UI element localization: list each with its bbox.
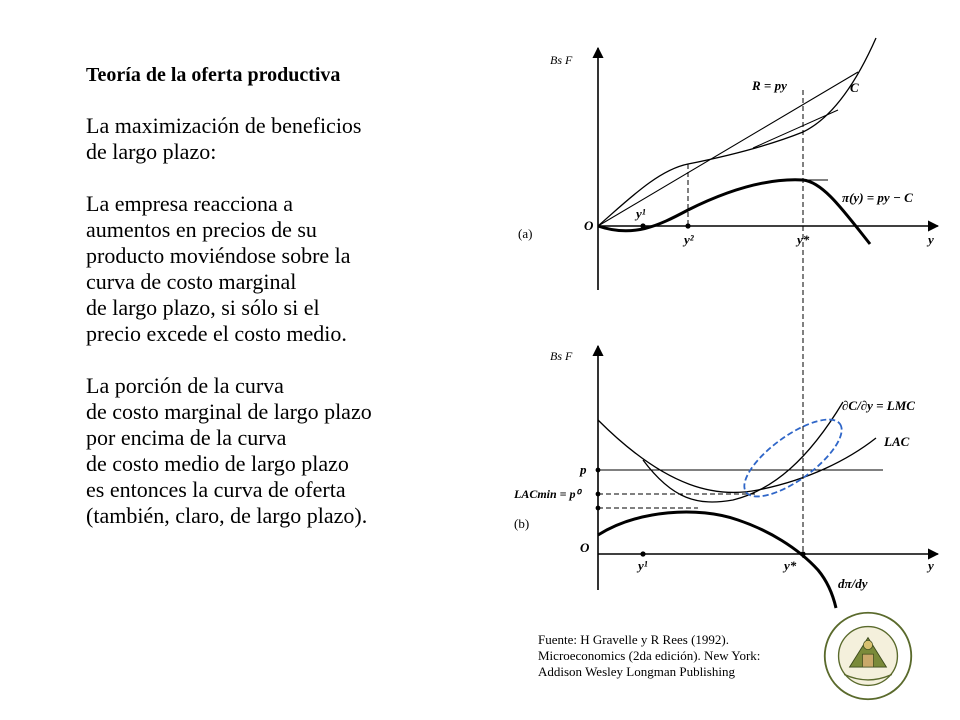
profit-label: π(y) = py − C <box>842 190 913 205</box>
axis-label-y-b: y <box>928 558 934 573</box>
university-seal-icon <box>822 610 914 702</box>
text-line: de costo marginal de largo plazo <box>86 399 372 424</box>
axis-label-bsf-b: Bs F <box>550 349 573 363</box>
panel-tag-a: (a) <box>518 226 533 241</box>
label-y1-b: y¹ <box>638 558 648 573</box>
text-line: producto moviéndose sobre la <box>86 243 351 268</box>
source-citation <box>538 632 818 680</box>
point-low <box>596 506 601 511</box>
axis-label-y-a: y <box>928 232 934 247</box>
text-line: de largo plazo, si sólo si el <box>86 295 320 320</box>
label-y2: y² <box>684 232 694 247</box>
text-column <box>86 64 466 555</box>
point-p0 <box>596 492 601 497</box>
point-y1-b <box>640 551 645 556</box>
axis-label-bsf-a: Bs F <box>550 53 573 67</box>
text-line: curva de costo marginal <box>86 269 297 294</box>
origin-a: O <box>584 218 594 233</box>
economics-figure <box>498 30 958 610</box>
point-ystar-b <box>800 551 805 556</box>
label-ystar-b: y* <box>784 558 797 573</box>
lmc-label: ∂C/∂y = LMC <box>842 398 915 413</box>
source-line: Fuente: H Gravelle y R Rees (1992). <box>538 632 729 647</box>
point-y2 <box>685 223 690 228</box>
dpi-dy-curve <box>598 512 836 608</box>
lac-label: LAC <box>884 434 910 449</box>
slide-title: Teoría de la oferta productiva <box>86 64 341 86</box>
label-y1-a: y¹ <box>636 206 646 221</box>
paragraph-3 <box>86 373 466 529</box>
label-p: p <box>580 462 587 477</box>
point-p <box>596 468 601 473</box>
revenue-label: R = py <box>752 78 787 93</box>
source-line: Addison Wesley Longman Publishing <box>538 664 735 679</box>
cost-curve <box>598 38 876 226</box>
label-lacmin: LACmin = p⁰ <box>514 487 581 501</box>
text-line: La maximización de beneficios <box>86 113 362 138</box>
text-line: aumentos en precios de su <box>86 217 317 242</box>
panel-a <box>518 38 938 290</box>
text-line: (también, claro, de largo plazo). <box>86 503 368 528</box>
tangent-line <box>753 110 838 148</box>
revenue-line <box>598 72 858 226</box>
point-y1-a <box>640 223 645 228</box>
text-line: de largo plazo: <box>86 139 217 164</box>
origin-b: O <box>580 540 590 555</box>
text-line: La porción de la curva <box>86 373 284 398</box>
panel-tag-b: (b) <box>514 516 530 531</box>
lmc-curve <box>643 402 843 502</box>
text-line: por encima de la curva <box>86 425 287 450</box>
text-line: es entonces la curva de oferta <box>86 477 346 502</box>
label-ystar-a: y* <box>797 232 810 247</box>
lac-curve <box>598 420 876 493</box>
paragraph-1 <box>86 113 466 165</box>
dpi-dy-label: dπ/dy <box>838 576 868 591</box>
source-line: Microeconomics (2da edición). New York: <box>538 648 761 663</box>
text-line: precio excede el costo medio. <box>86 321 347 346</box>
paragraph-2 <box>86 191 466 347</box>
text-line: de costo medio de largo plazo <box>86 451 349 476</box>
text-line: La empresa reacciona a <box>86 191 294 216</box>
cost-label: C <box>850 80 859 95</box>
panel-b <box>513 346 938 608</box>
